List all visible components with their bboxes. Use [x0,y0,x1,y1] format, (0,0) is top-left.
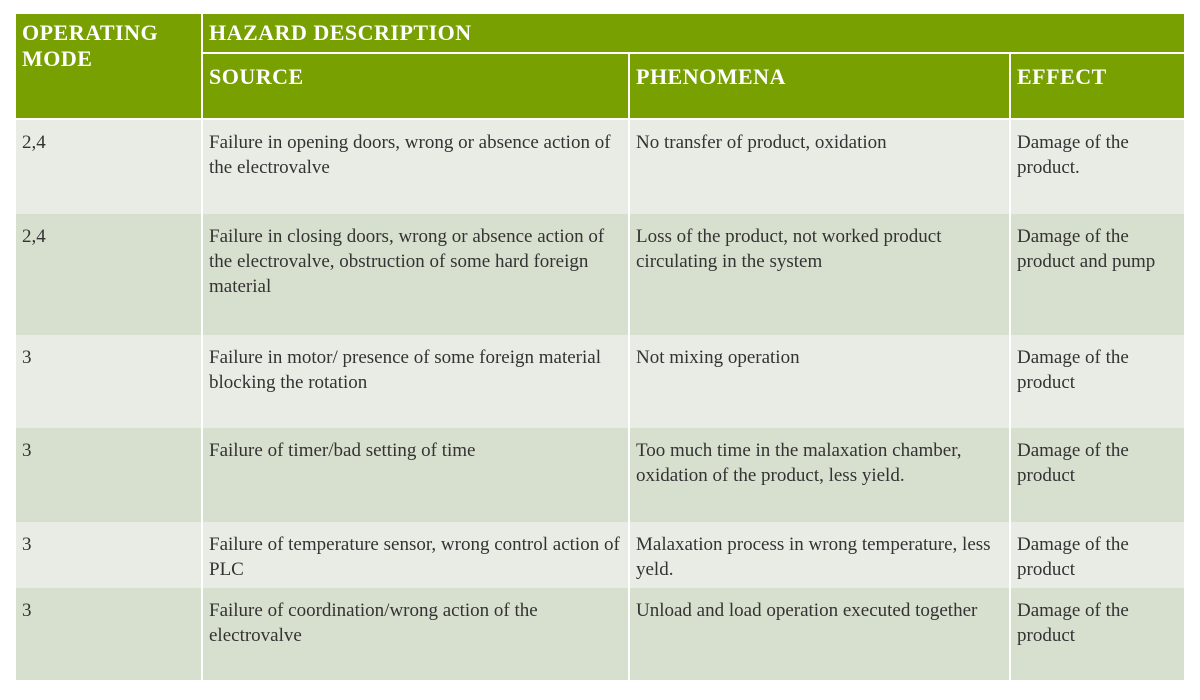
cell-mode: 3 [16,428,202,522]
table-row [16,588,1184,680]
cell-mode: 3 [16,335,202,428]
cell-effect: Damage of the product [1010,522,1184,588]
header-operating-mode: OPERATING MODE [16,14,202,119]
hazard-table-container [16,14,1184,680]
header-effect: EFFECT [1010,53,1184,119]
cell-source: Failure in closing doors, wrong or absence action of the electrovalve, obstruction of some hard foreign material [202,214,629,335]
cell-phenomena: Malaxation process in wrong temperature, less yeld. [629,522,1010,588]
cell-effect: Damage of the product [1010,335,1184,428]
cell-mode: 2,4 [16,119,202,214]
cell-mode: 3 [16,588,202,680]
header-source: SOURCE [202,53,629,119]
table-header [16,14,1184,119]
cell-effect: Damage of the product [1010,588,1184,680]
cell-effect: Damage of the product [1010,428,1184,522]
cell-phenomena: Loss of the product, not worked product circulating in the system [629,214,1010,335]
cell-effect: Damage of the product. [1010,119,1184,214]
cell-source: Failure of coordination/wrong action of the electrovalve [202,588,629,680]
cell-source: Failure of timer/bad setting of time [202,428,629,522]
table-row [16,428,1184,522]
cell-effect: Damage of the product and pump [1010,214,1184,335]
cell-source: Failure of temperature sensor, wrong control action of PLC [202,522,629,588]
cell-phenomena: Unload and load operation executed together [629,588,1010,680]
cell-mode: 2,4 [16,214,202,335]
table-row [16,335,1184,428]
table-row [16,119,1184,214]
cell-source: Failure in opening doors, wrong or absence action of the electrovalve [202,119,629,214]
table-body [16,119,1184,680]
hazard-table [16,14,1184,680]
cell-source: Failure in motor/ presence of some foreign material blocking the rotation [202,335,629,428]
cell-phenomena: Too much time in the malaxation chamber, oxidation of the product, less yield. [629,428,1010,522]
cell-mode: 3 [16,522,202,588]
header-hazard-description: HAZARD DESCRIPTION [202,14,1184,53]
header-phenomena: PHENOMENA [629,53,1010,119]
cell-phenomena: No transfer of product, oxidation [629,119,1010,214]
header-row-top [16,14,1184,53]
table-row [16,214,1184,335]
cell-phenomena: Not mixing operation [629,335,1010,428]
table-row [16,522,1184,588]
